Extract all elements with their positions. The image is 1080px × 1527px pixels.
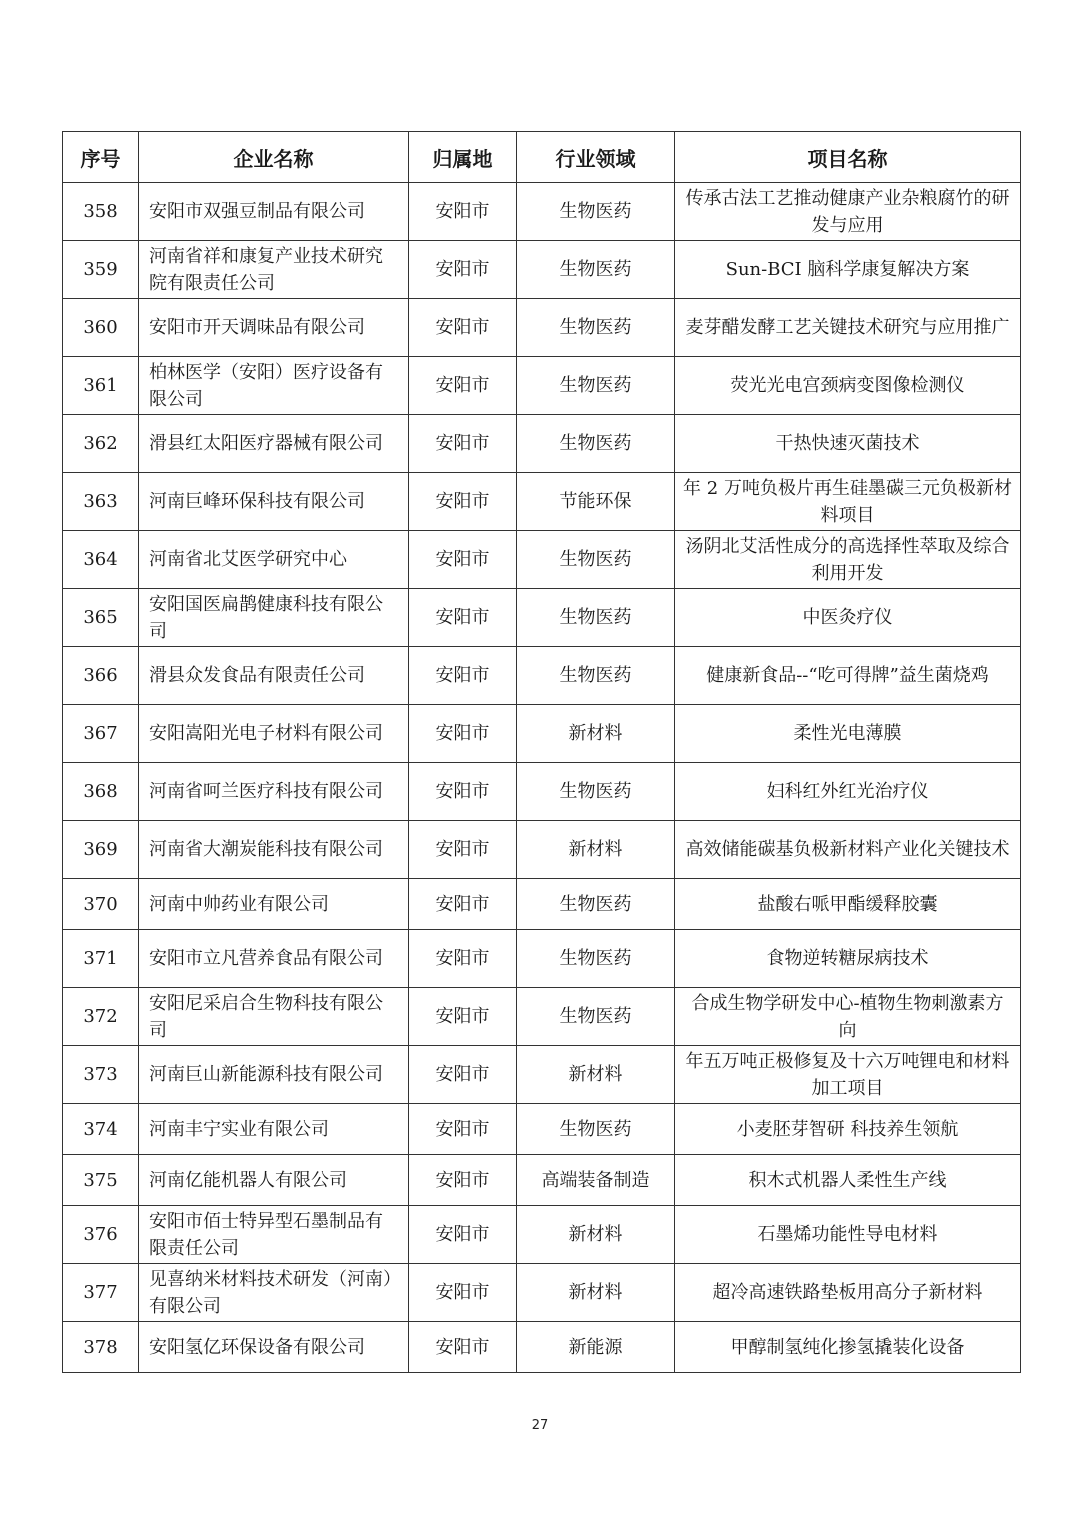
project-list-table (62, 131, 1021, 1373)
cell-project: 食物逆转糖尿病技术 (675, 930, 1021, 988)
cell-company: 柏林医学（安阳）医疗设备有限公司 (139, 357, 409, 415)
table-row (63, 531, 1021, 589)
cell-company: 河南省北艾医学研究中心 (139, 531, 409, 589)
cell-industry: 节能环保 (517, 473, 675, 531)
cell-company: 安阳市双强豆制品有限公司 (139, 183, 409, 241)
cell-location: 安阳市 (409, 589, 517, 647)
cell-industry: 生物医药 (517, 988, 675, 1046)
header-project: 项目名称 (675, 132, 1021, 183)
cell-industry: 新材料 (517, 821, 675, 879)
cell-no: 368 (63, 763, 139, 821)
cell-company: 滑县众发食品有限责任公司 (139, 647, 409, 705)
cell-project: 盐酸右哌甲酯缓释胶囊 (675, 879, 1021, 930)
table-row (63, 1155, 1021, 1206)
cell-industry: 新材料 (517, 1264, 675, 1322)
cell-company: 见喜纳米材料技术研发（河南）有限公司 (139, 1264, 409, 1322)
cell-location: 安阳市 (409, 1104, 517, 1155)
cell-location: 安阳市 (409, 241, 517, 299)
cell-company: 安阳氢亿环保设备有限公司 (139, 1322, 409, 1373)
cell-no: 369 (63, 821, 139, 879)
cell-location: 安阳市 (409, 930, 517, 988)
cell-company: 河南丰宁实业有限公司 (139, 1104, 409, 1155)
cell-project: 年 2 万吨负极片再生硅墨碳三元负极新材料项目 (675, 473, 1021, 531)
cell-no: 376 (63, 1206, 139, 1264)
cell-location: 安阳市 (409, 299, 517, 357)
cell-no: 363 (63, 473, 139, 531)
cell-no: 365 (63, 589, 139, 647)
cell-project: 麦芽醋发酵工艺关键技术研究与应用推广 (675, 299, 1021, 357)
header-industry: 行业领域 (517, 132, 675, 183)
cell-project: 甲醇制氢纯化掺氢撬装化设备 (675, 1322, 1021, 1373)
header-row (63, 132, 1021, 183)
cell-project: 传承古法工艺推动健康产业杂粮腐竹的研发与应用 (675, 183, 1021, 241)
page-number: 27 (531, 1418, 549, 1433)
cell-location: 安阳市 (409, 763, 517, 821)
cell-project: 小麦胚芽智研 科技养生领航 (675, 1104, 1021, 1155)
cell-company: 河南巨山新能源科技有限公司 (139, 1046, 409, 1104)
table-row (63, 821, 1021, 879)
cell-location: 安阳市 (409, 988, 517, 1046)
cell-industry: 生物医药 (517, 589, 675, 647)
cell-no: 361 (63, 357, 139, 415)
cell-location: 安阳市 (409, 705, 517, 763)
table-body (63, 183, 1021, 1373)
table-row (63, 1104, 1021, 1155)
cell-industry: 生物医药 (517, 647, 675, 705)
cell-industry: 生物医药 (517, 531, 675, 589)
cell-company: 河南省祥和康复产业技术研究院有限责任公司 (139, 241, 409, 299)
table-row (63, 988, 1021, 1046)
cell-location: 安阳市 (409, 183, 517, 241)
cell-no: 360 (63, 299, 139, 357)
cell-company: 安阳市佰士特异型石墨制品有限责任公司 (139, 1206, 409, 1264)
cell-location: 安阳市 (409, 821, 517, 879)
cell-project: 高效储能碳基负极新材料产业化关键技术 (675, 821, 1021, 879)
cell-location: 安阳市 (409, 1046, 517, 1104)
cell-industry: 生物医药 (517, 930, 675, 988)
table-row (63, 879, 1021, 930)
cell-no: 370 (63, 879, 139, 930)
cell-no: 358 (63, 183, 139, 241)
cell-industry: 生物医药 (517, 879, 675, 930)
cell-company: 安阳嵩阳光电子材料有限公司 (139, 705, 409, 763)
cell-location: 安阳市 (409, 531, 517, 589)
cell-project: 干热快速灭菌技术 (675, 415, 1021, 473)
cell-no: 372 (63, 988, 139, 1046)
cell-project: Sun-BCI 脑科学康复解决方案 (675, 241, 1021, 299)
cell-location: 安阳市 (409, 357, 517, 415)
cell-no: 371 (63, 930, 139, 988)
cell-no: 377 (63, 1264, 139, 1322)
table-row (63, 589, 1021, 647)
cell-project: 石墨烯功能性导电材料 (675, 1206, 1021, 1264)
table-row (63, 705, 1021, 763)
cell-industry: 生物医药 (517, 299, 675, 357)
cell-location: 安阳市 (409, 415, 517, 473)
table-header (63, 132, 1021, 183)
cell-location: 安阳市 (409, 473, 517, 531)
table-row (63, 1206, 1021, 1264)
cell-industry: 新材料 (517, 1046, 675, 1104)
cell-industry: 生物医药 (517, 183, 675, 241)
table-row (63, 183, 1021, 241)
cell-no: 362 (63, 415, 139, 473)
table-row (63, 415, 1021, 473)
cell-project: 中医灸疗仪 (675, 589, 1021, 647)
cell-project: 年五万吨正极修复及十六万吨锂电和材料加工项目 (675, 1046, 1021, 1104)
cell-company: 安阳市立凡营养食品有限公司 (139, 930, 409, 988)
table-row (63, 357, 1021, 415)
cell-location: 安阳市 (409, 879, 517, 930)
table-row (63, 930, 1021, 988)
cell-company: 河南巨峰环保科技有限公司 (139, 473, 409, 531)
cell-company: 河南省大潮炭能科技有限公司 (139, 821, 409, 879)
cell-project: 妇科红外红光治疗仪 (675, 763, 1021, 821)
cell-industry: 生物医药 (517, 357, 675, 415)
cell-industry: 新材料 (517, 1206, 675, 1264)
cell-no: 367 (63, 705, 139, 763)
cell-company: 河南省呵兰医疗科技有限公司 (139, 763, 409, 821)
cell-industry: 生物医药 (517, 763, 675, 821)
header-location: 归属地 (409, 132, 517, 183)
cell-company: 河南中帅药业有限公司 (139, 879, 409, 930)
cell-industry: 新能源 (517, 1322, 675, 1373)
cell-industry: 生物医药 (517, 241, 675, 299)
cell-no: 378 (63, 1322, 139, 1373)
cell-project: 超冷高速铁路垫板用高分子新材料 (675, 1264, 1021, 1322)
cell-industry: 生物医药 (517, 415, 675, 473)
table-row (63, 647, 1021, 705)
cell-industry: 高端装备制造 (517, 1155, 675, 1206)
cell-project: 健康新食品--“吃可得牌”益生菌烧鸡 (675, 647, 1021, 705)
table-row (63, 241, 1021, 299)
cell-no: 364 (63, 531, 139, 589)
cell-no: 375 (63, 1155, 139, 1206)
cell-project: 积木式机器人柔性生产线 (675, 1155, 1021, 1206)
cell-project: 合成生物学研发中心-植物生物刺激素方向 (675, 988, 1021, 1046)
cell-company: 河南亿能机器人有限公司 (139, 1155, 409, 1206)
cell-project: 柔性光电薄膜 (675, 705, 1021, 763)
cell-company: 安阳市开天调味品有限公司 (139, 299, 409, 357)
cell-no: 374 (63, 1104, 139, 1155)
table-row (63, 473, 1021, 531)
cell-location: 安阳市 (409, 647, 517, 705)
table-row (63, 1264, 1021, 1322)
header-no: 序号 (63, 132, 139, 183)
cell-no: 373 (63, 1046, 139, 1104)
cell-location: 安阳市 (409, 1155, 517, 1206)
cell-no: 366 (63, 647, 139, 705)
cell-company: 安阳国医扁鹊健康科技有限公司 (139, 589, 409, 647)
cell-location: 安阳市 (409, 1206, 517, 1264)
table-row (63, 1322, 1021, 1373)
table-row (63, 763, 1021, 821)
cell-project: 汤阴北艾活性成分的高选择性萃取及综合利用开发 (675, 531, 1021, 589)
header-company: 企业名称 (139, 132, 409, 183)
cell-no: 359 (63, 241, 139, 299)
cell-industry: 新材料 (517, 705, 675, 763)
table-row (63, 299, 1021, 357)
cell-company: 滑县红太阳医疗器械有限公司 (139, 415, 409, 473)
cell-industry: 生物医药 (517, 1104, 675, 1155)
cell-location: 安阳市 (409, 1322, 517, 1373)
table-row (63, 1046, 1021, 1104)
cell-company: 安阳尼采启合生物科技有限公司 (139, 988, 409, 1046)
cell-location: 安阳市 (409, 1264, 517, 1322)
cell-project: 荧光光电宫颈病变图像检测仪 (675, 357, 1021, 415)
